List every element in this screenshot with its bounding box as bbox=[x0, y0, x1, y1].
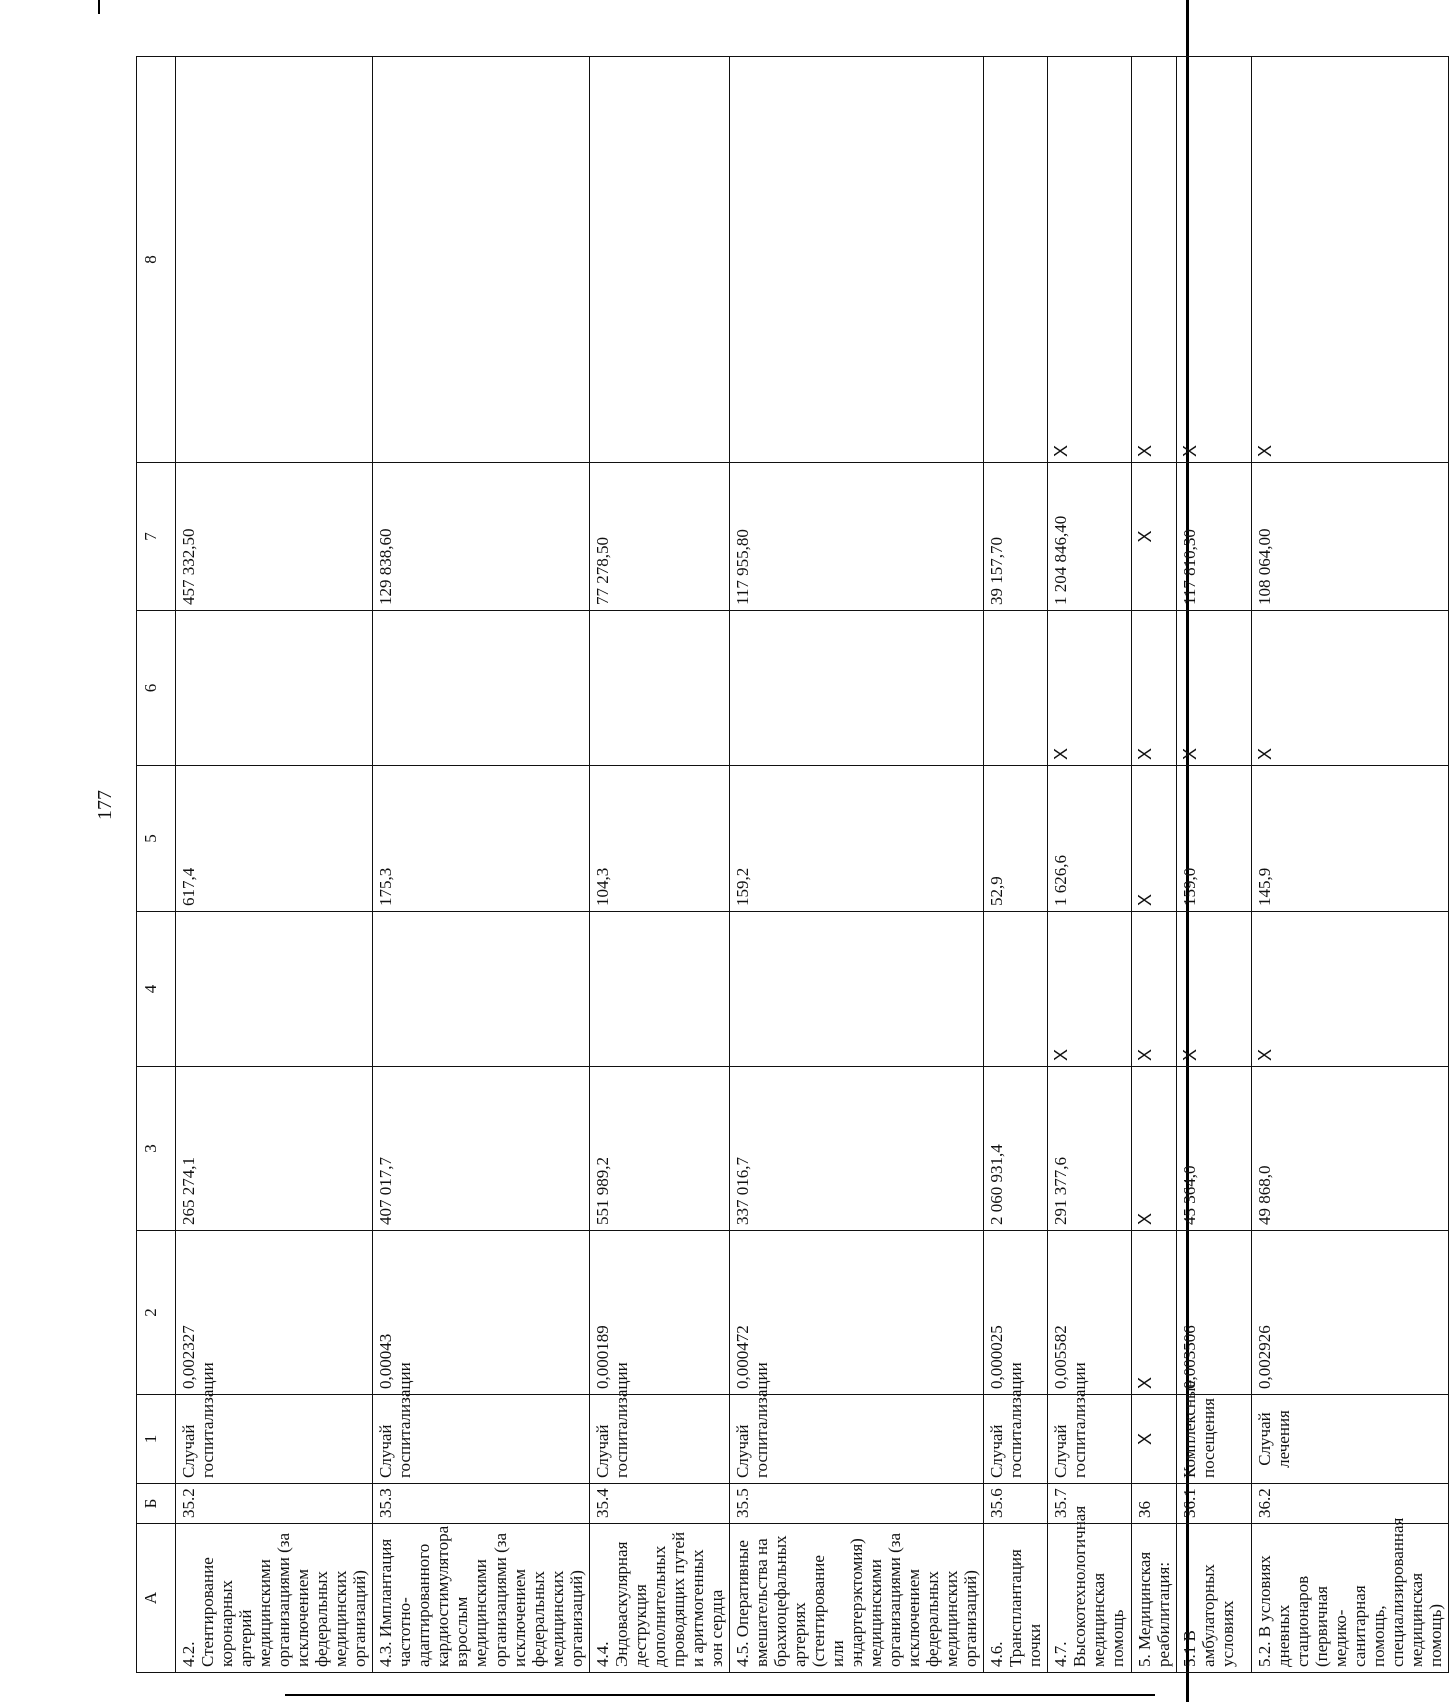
header-cell-b: Б bbox=[137, 1484, 176, 1524]
cell-unit: Случай госпитализации bbox=[729, 1395, 983, 1484]
cell-col-8 bbox=[984, 57, 1048, 463]
cell-col-7: 457 332,50 bbox=[176, 463, 373, 611]
cell-col-7: 1 204 846,40 bbox=[1048, 463, 1131, 611]
cell-col-7: 39 157,70 bbox=[984, 463, 1048, 611]
cell-col-6: X bbox=[1251, 611, 1448, 766]
cell-col-6: X bbox=[1048, 611, 1131, 766]
cell-col-5: 1 626,6 bbox=[1048, 766, 1131, 912]
header-cell-6: 6 bbox=[137, 611, 176, 766]
table-row bbox=[1176, 57, 1251, 1673]
cell-col-6 bbox=[373, 611, 589, 766]
cell-col-5: 175,3 bbox=[373, 766, 589, 912]
cell-col-5: X bbox=[1131, 766, 1176, 912]
cell-description: 4.4. Эндоваскулярная деструкция дополнительных проводящих путей и аритмогенных зон сердца bbox=[589, 1524, 729, 1673]
cell-description: 4.2. Стентирование коронарных артерий медицинскими организациями (за исключением федеральных медицинских организаций) bbox=[176, 1524, 373, 1673]
table-row bbox=[1131, 57, 1176, 1673]
header-cell-5: 5 bbox=[137, 766, 176, 912]
header-cell-3: 3 bbox=[137, 1067, 176, 1231]
cell-code: 35.5 bbox=[729, 1484, 983, 1524]
cell-unit: X bbox=[1131, 1395, 1176, 1484]
cell-col-5: 52,9 bbox=[984, 766, 1048, 912]
cell-col-6 bbox=[984, 611, 1048, 766]
table-row bbox=[1251, 57, 1448, 1673]
cell-code: 35.6 bbox=[984, 1484, 1048, 1524]
cell-code: 35.4 bbox=[589, 1484, 729, 1524]
cell-col-8 bbox=[729, 57, 983, 463]
cell-unit: Случай госпитализации bbox=[589, 1395, 729, 1484]
cell-description: 4.5. Оперативные вмешательства на брахиоцефальных артериях (стентирование или эндартерэктомия) медицинскими организациями (за исключением федеральных медицинских организаций) bbox=[729, 1524, 983, 1673]
header-cell-8: 8 bbox=[137, 57, 176, 463]
cell-unit: Случай лечения bbox=[1251, 1395, 1448, 1484]
data-table bbox=[136, 56, 1449, 1673]
cell-col-3: 45 364,0 bbox=[1176, 1067, 1251, 1231]
cell-description: 5.2. В условиях дневных стационаров (первичная медико-санитарная помощь, специализированная медицинская помощь) bbox=[1251, 1524, 1448, 1673]
table-row bbox=[984, 57, 1048, 1673]
cell-unit: Случай госпитализации bbox=[984, 1395, 1048, 1484]
cell-col-2: X bbox=[1131, 1231, 1176, 1395]
cell-code: 36.1 bbox=[1176, 1484, 1251, 1524]
cell-col-6 bbox=[589, 611, 729, 766]
cell-col-7: 77 278,50 bbox=[589, 463, 729, 611]
cell-col-6 bbox=[729, 611, 983, 766]
cell-unit: Комплексные посещения bbox=[1176, 1395, 1251, 1484]
cell-col-3: 49 868,0 bbox=[1251, 1067, 1448, 1231]
cell-col-3: 337 016,7 bbox=[729, 1067, 983, 1231]
rotated-table-container bbox=[136, 57, 1445, 1673]
cell-col-4 bbox=[589, 912, 729, 1067]
table-row bbox=[589, 57, 729, 1673]
cell-col-5: 145,9 bbox=[1251, 766, 1448, 912]
cell-col-6: X bbox=[1131, 611, 1176, 766]
cell-col-8: X bbox=[1048, 57, 1131, 463]
cell-col-2: 0,003506 bbox=[1176, 1231, 1251, 1395]
cell-description: 5.1 В амбулаторных условиях bbox=[1176, 1524, 1251, 1673]
cell-col-7: 117 955,80 bbox=[729, 463, 983, 611]
cell-description: 5. Медицинская реабилитация: bbox=[1131, 1524, 1176, 1673]
header-cell-2: 2 bbox=[137, 1231, 176, 1395]
cell-col-7: 129 838,60 bbox=[373, 463, 589, 611]
cell-col-8: X bbox=[1131, 57, 1176, 463]
cell-col-4 bbox=[373, 912, 589, 1067]
cell-col-8: X bbox=[1251, 57, 1448, 463]
cell-unit: Случай госпитализации bbox=[1048, 1395, 1131, 1484]
header-cell-1: 1 bbox=[137, 1395, 176, 1484]
cell-col-7: 117 810,30 bbox=[1176, 463, 1251, 611]
header-cell-4: 4 bbox=[137, 912, 176, 1067]
cell-description: 4.3. Имплантация частотно-адаптированного кардиостимулятора взрослым медицинскими организациями (за исключением федеральных медицинских организаций) bbox=[373, 1524, 589, 1673]
cell-col-8: X bbox=[1176, 57, 1251, 463]
cell-col-5: 159,0 bbox=[1176, 766, 1251, 912]
cell-col-6 bbox=[176, 611, 373, 766]
cell-col-2: 0,000025 bbox=[984, 1231, 1048, 1395]
cell-code: 35.2 bbox=[176, 1484, 373, 1524]
cell-col-2: 0,000189 bbox=[589, 1231, 729, 1395]
cell-code: 36.2 bbox=[1251, 1484, 1448, 1524]
cell-col-4 bbox=[984, 912, 1048, 1067]
header-cell-7: 7 bbox=[137, 463, 176, 611]
cell-col-5: 159,2 bbox=[729, 766, 983, 912]
cell-col-4: X bbox=[1131, 912, 1176, 1067]
cell-description: 4.7. Высокотехнологичная медицинская помощь bbox=[1048, 1524, 1131, 1673]
cell-col-3: 551 989,2 bbox=[589, 1067, 729, 1231]
cell-code: 35.7 bbox=[1048, 1484, 1131, 1524]
cell-col-2: 0,002327 bbox=[176, 1231, 373, 1395]
cell-unit: Случай госпитализации bbox=[373, 1395, 589, 1484]
cell-col-4 bbox=[176, 912, 373, 1067]
table-row bbox=[729, 57, 983, 1673]
cell-col-2: 0,005582 bbox=[1048, 1231, 1131, 1395]
cell-col-3: 2 060 931,4 bbox=[984, 1067, 1048, 1231]
cell-description: 4.6. Трансплантация почки bbox=[984, 1524, 1048, 1673]
cell-col-5: 617,4 bbox=[176, 766, 373, 912]
cell-col-5: 104,3 bbox=[589, 766, 729, 912]
cell-col-4: X bbox=[1251, 912, 1448, 1067]
cell-col-3: X bbox=[1131, 1067, 1176, 1231]
cell-col-3: 265 274,1 bbox=[176, 1067, 373, 1231]
cell-col-8 bbox=[373, 57, 589, 463]
cell-col-2: 0,00043 bbox=[373, 1231, 589, 1395]
cell-col-8 bbox=[176, 57, 373, 463]
cell-col-8 bbox=[589, 57, 729, 463]
cell-unit: Случай госпитализации bbox=[176, 1395, 373, 1484]
cell-col-3: 291 377,6 bbox=[1048, 1067, 1131, 1231]
cell-col-6: X bbox=[1176, 611, 1251, 766]
table-row bbox=[1048, 57, 1131, 1673]
cell-col-4: X bbox=[1048, 912, 1131, 1067]
page-number: 177 bbox=[94, 790, 116, 820]
cell-col-2: 0,002926 bbox=[1251, 1231, 1448, 1395]
page-edge-top bbox=[98, 0, 100, 14]
table-row bbox=[176, 57, 373, 1673]
table-header-row bbox=[137, 57, 176, 1673]
table-row bbox=[373, 57, 589, 1673]
cell-col-2: 0,000472 bbox=[729, 1231, 983, 1395]
cell-col-7: X bbox=[1131, 463, 1176, 611]
cell-col-7: 108 064,00 bbox=[1251, 463, 1448, 611]
header-cell-a: A bbox=[137, 1524, 176, 1673]
cell-col-4: X bbox=[1176, 912, 1251, 1067]
cell-code: 35.3 bbox=[373, 1484, 589, 1524]
page-edge-bottom bbox=[285, 1694, 1155, 1696]
cell-col-3: 407 017,7 bbox=[373, 1067, 589, 1231]
cell-col-4 bbox=[729, 912, 983, 1067]
cell-code: 36 bbox=[1131, 1484, 1176, 1524]
